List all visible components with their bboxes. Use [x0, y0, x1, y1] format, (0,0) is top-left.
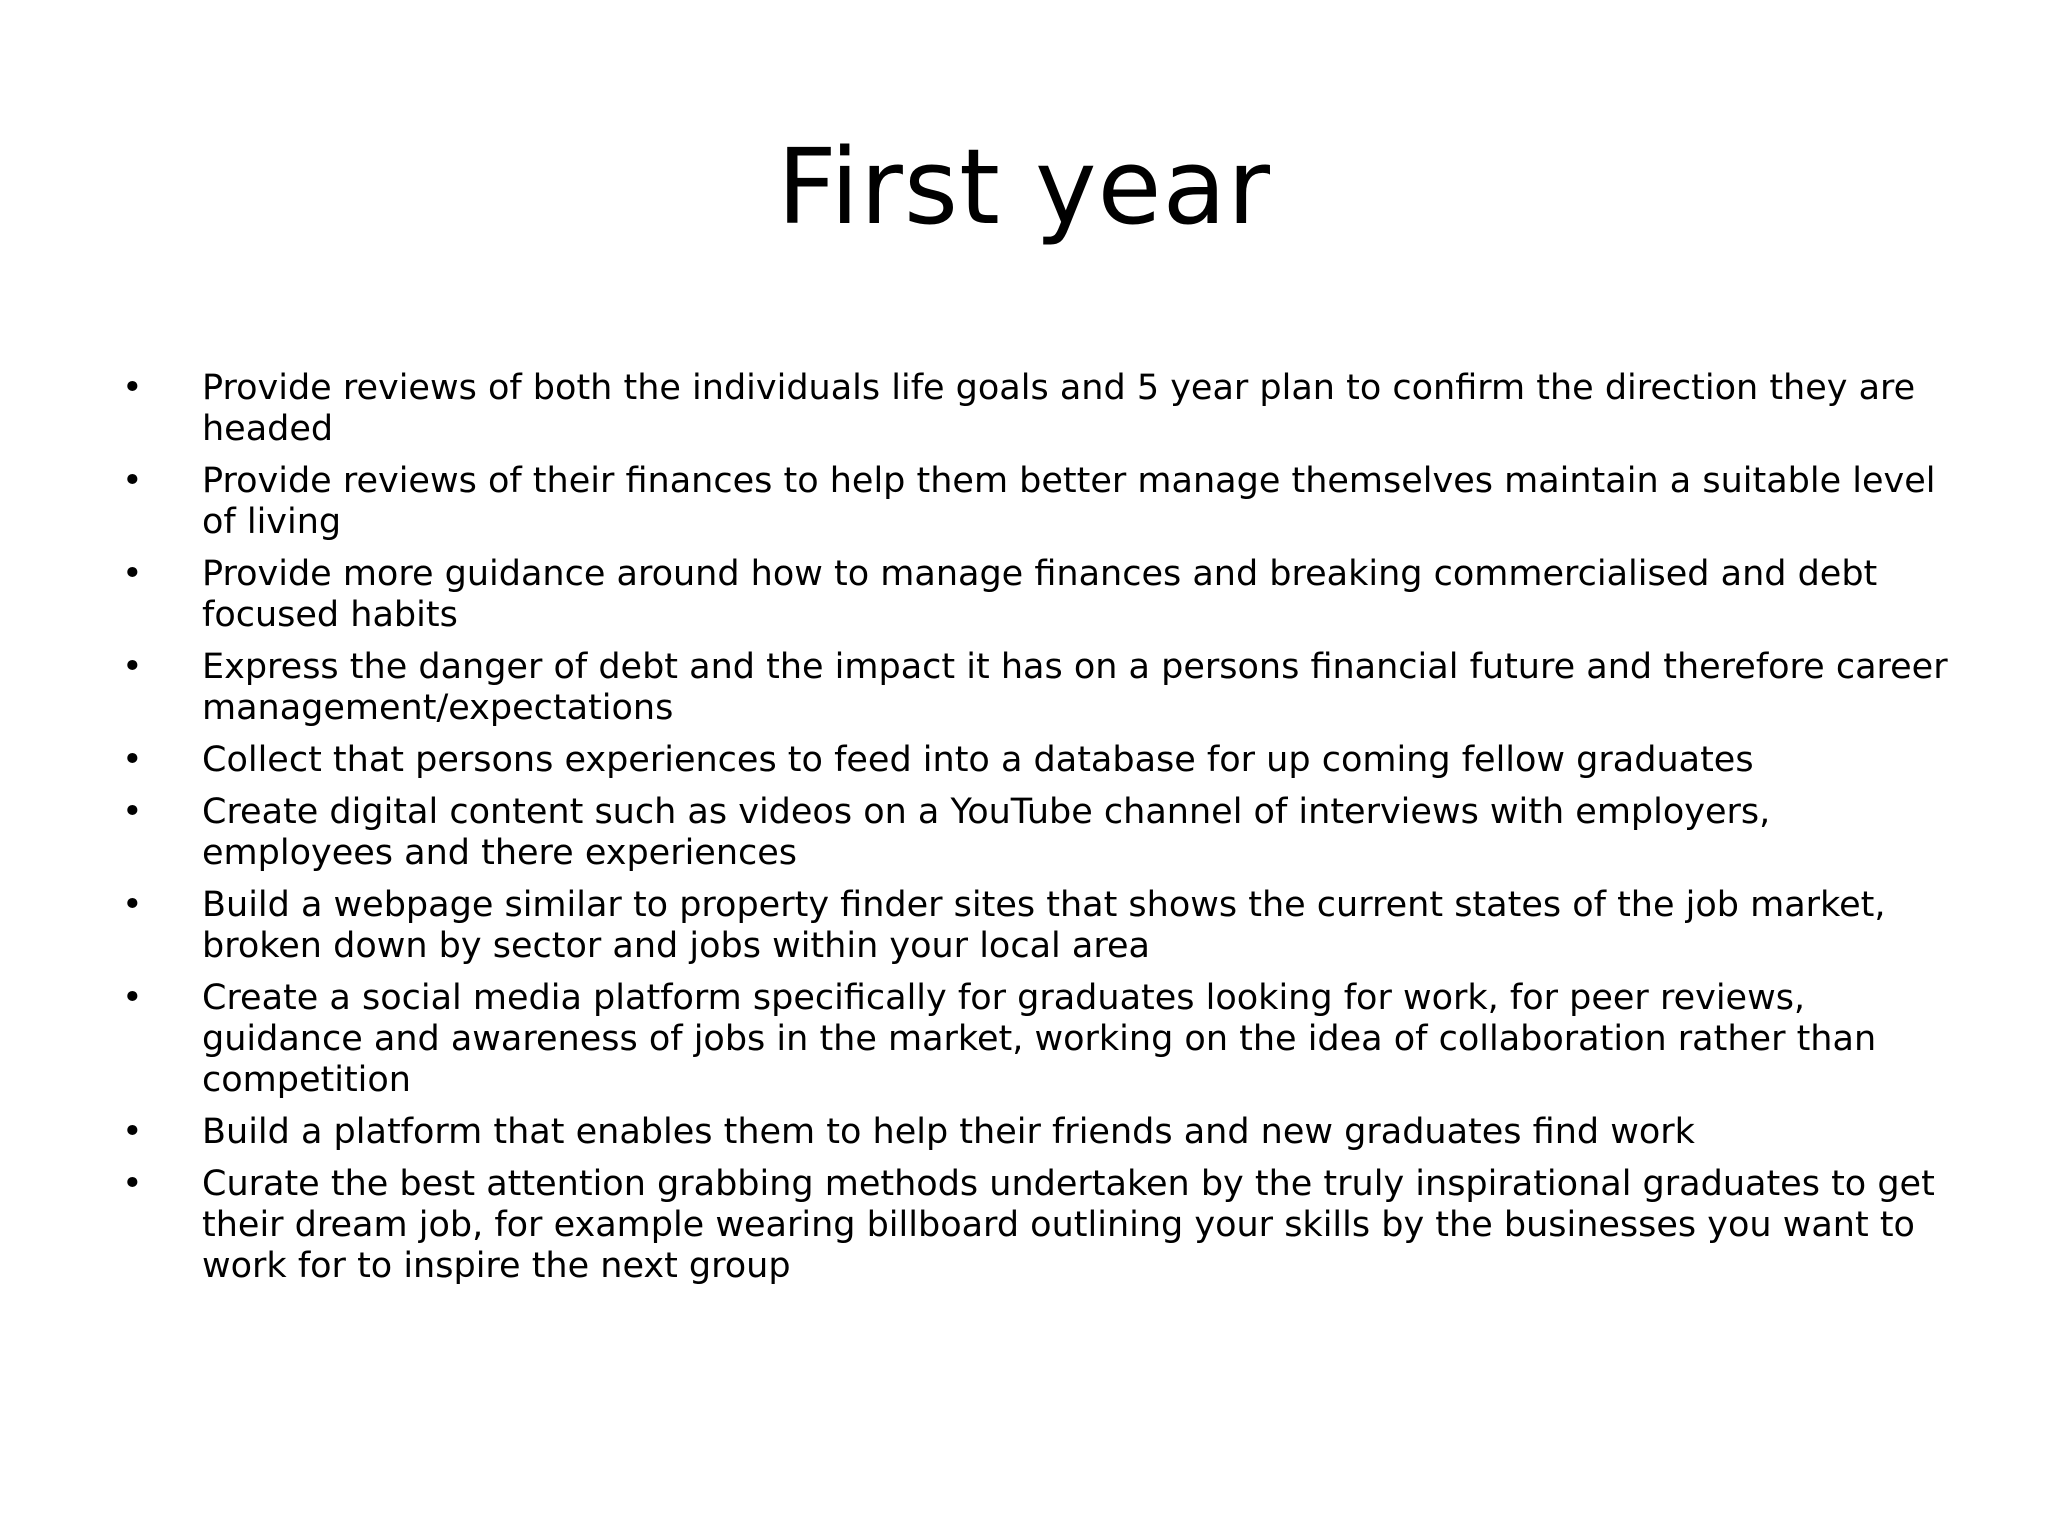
- bullet-text: Create a social media platform specifically for graduates looking for work, for peer reviews, guidance and awareness of jobs in the market, working on the idea of collaboration rather than competition: [202, 978, 1877, 1100]
- bullet-icon: •: [122, 740, 143, 780]
- bullet-item: [112, 792, 1952, 874]
- bullet-item: [112, 368, 1952, 450]
- bullet-item: [112, 740, 1952, 781]
- bullet-item: [112, 1164, 1952, 1287]
- bullet-text: Build a platform that enables them to help their friends and new graduates find work: [202, 1112, 1695, 1152]
- bullet-icon: •: [122, 792, 143, 832]
- bullet-icon: •: [122, 978, 143, 1018]
- bullet-text: Provide reviews of their finances to help them better manage themselves maintain a suitable level of living: [202, 461, 1936, 542]
- bullet-text: Provide more guidance around how to manage finances and breaking commercialised and debt focused habits: [202, 554, 1878, 635]
- bullet-icon: •: [122, 554, 143, 594]
- bullet-icon: •: [122, 647, 143, 687]
- bullet-icon: •: [122, 885, 143, 925]
- bullet-text: Express the danger of debt and the impact it has on a persons financial future and therefore career management/expectations: [202, 647, 1948, 728]
- bullet-text: Provide reviews of both the individuals life goals and 5 year plan to confirm the direction they are headed: [202, 368, 1916, 449]
- bullet-icon: •: [122, 1112, 143, 1152]
- bullet-item: [112, 647, 1952, 729]
- bullet-item: [112, 461, 1952, 543]
- bullet-text: Create digital content such as videos on a YouTube channel of interviews with employers, employees and there experiences: [202, 792, 1771, 873]
- bullet-icon: •: [122, 461, 143, 501]
- bullet-text: Build a webpage similar to property finder sites that shows the current states of the job market, broken down by sector and jobs within your local area: [202, 885, 1886, 966]
- bullet-item: [112, 978, 1952, 1101]
- slide-title: First year: [777, 126, 1271, 248]
- bullet-icon: •: [122, 368, 143, 408]
- bullet-text: Curate the best attention grabbing methods undertaken by the truly inspirational graduates to get their dream job, for example wearing billboard outlining your skills by the businesses you want to work for to inspire the next group: [202, 1164, 1935, 1286]
- bullet-item: [112, 885, 1952, 967]
- bullet-icon: •: [122, 1164, 143, 1204]
- bullet-text: Collect that persons experiences to feed into a database for up coming fellow graduates: [202, 740, 1754, 780]
- bullet-list: [112, 368, 1952, 1298]
- bullet-item: [112, 554, 1952, 636]
- bullet-item: [112, 1112, 1952, 1153]
